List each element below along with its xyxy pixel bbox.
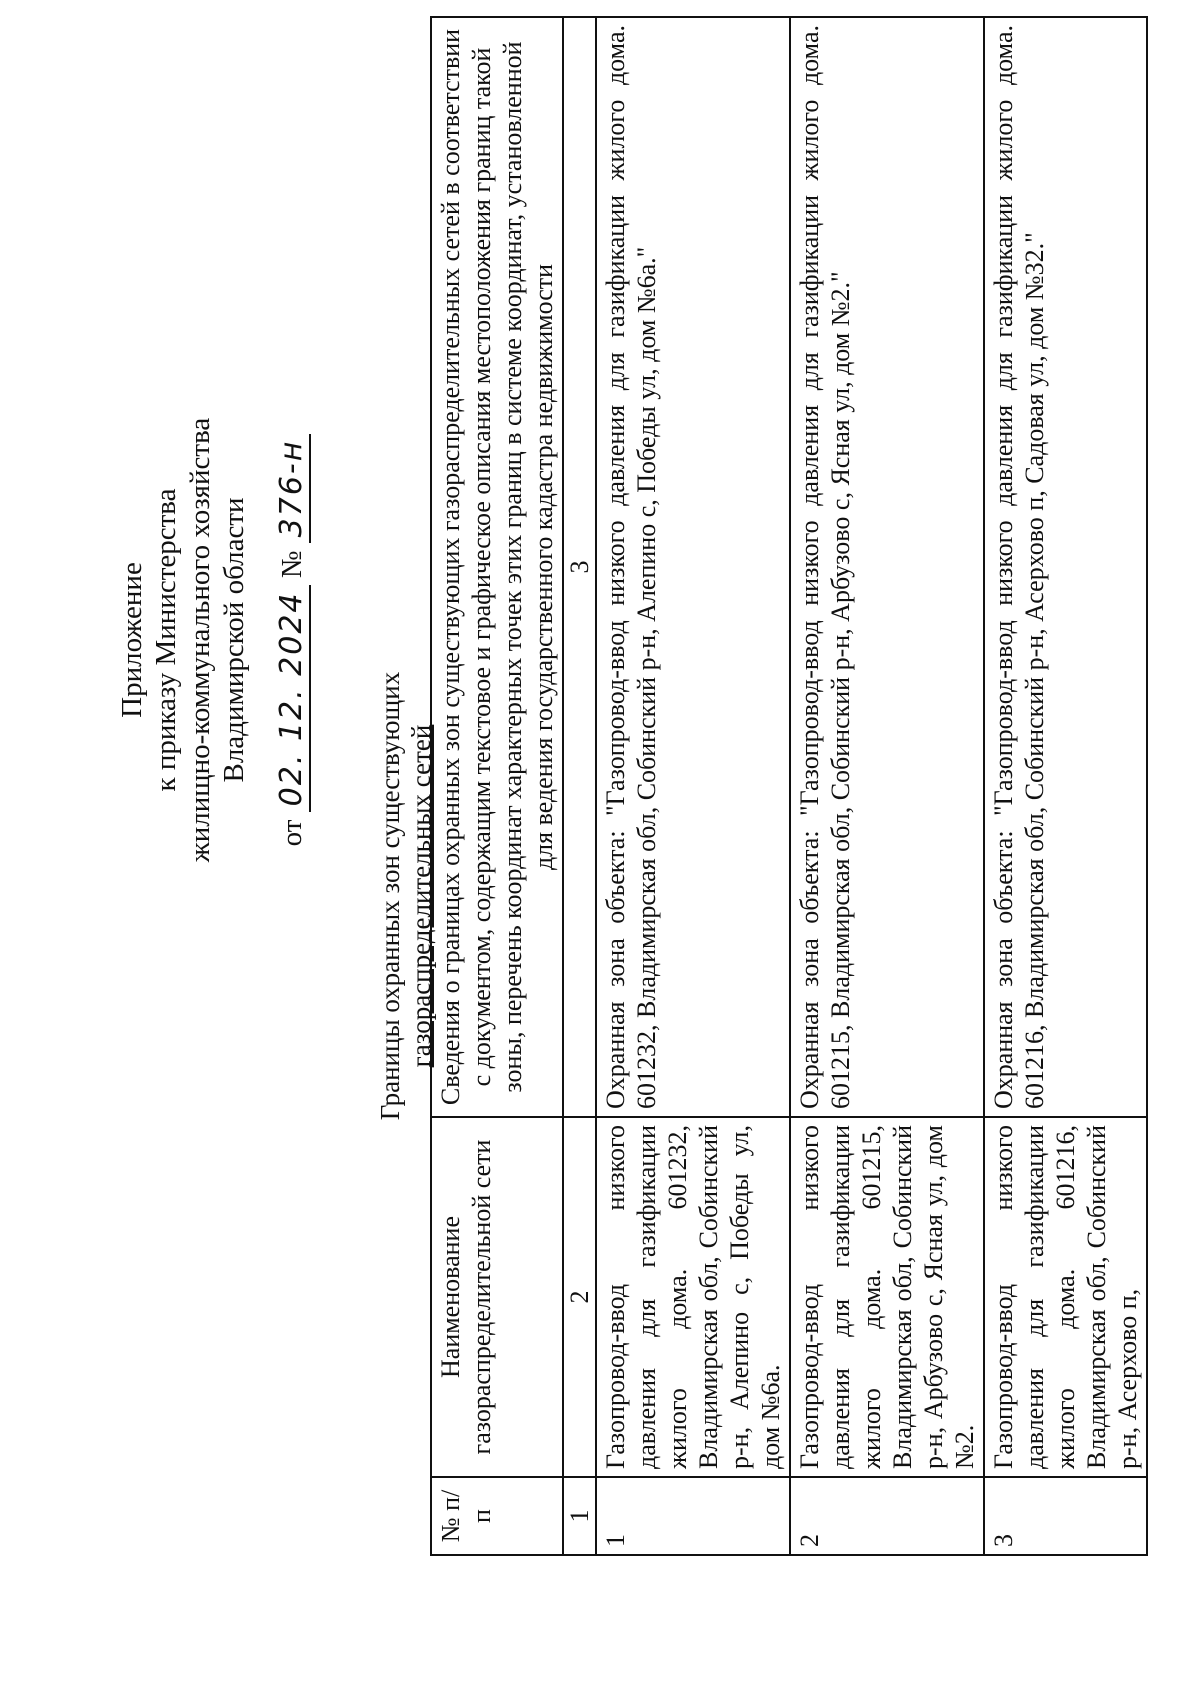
annex-order-ref: к приказу Министерства	[150, 488, 182, 792]
zone-info: Охранная зона объекта: "Газопровод-ввод низкого давления для газификации жилого дома. 601216, Владимирская обл, Собинский р-н, Асерхово п, Садовая ул, дом №32."	[984, 17, 1147, 1117]
network-name: Газопровод-ввод низкого давления для газификации жилого дома. 601215, Владимирская обл, Собинский р-н, Арбузово с, Ясная ул, дом №2.	[790, 1117, 984, 1477]
annex-ministry: жилищно-коммунального хозяйства	[184, 417, 216, 863]
header-number: № п/п	[431, 1477, 563, 1555]
table-row	[984, 17, 1147, 1555]
row-number: 2	[790, 1477, 984, 1555]
column-number-row	[563, 17, 596, 1555]
title-line-2: газораспределительных сетей	[406, 724, 436, 1068]
column-number: 2	[563, 1117, 596, 1477]
network-name: Газопровод-ввод низкого давления для газификации жилого дома. 601232, Владимирская обл, Собинский р-н, Алепино с, Победы ул, дом №6а.	[596, 1117, 790, 1477]
header-zone-info: Сведения о границах охранных зон существующих газораспределительных сетей в соответствии с документом, содержащим текстовое и графическое описания местоположения границ такой зоны, перечень координат характерных точек этих границ в системе координат, установленной для ведения государственного кадастра недвижимости	[431, 17, 563, 1117]
order-number: 376-н	[275, 434, 311, 544]
date-prefix: от	[276, 819, 308, 847]
table-header-row	[431, 17, 563, 1555]
number-prefix: №	[276, 550, 308, 579]
header-network-name: Наименование газораспределительной сети	[431, 1117, 563, 1477]
annex-title: Приложение	[116, 562, 148, 718]
network-name: Газопровод-ввод низкого давления для газификации жилого дома. 601216, Владимирская обл, Собинский р-н, Асерхово п,	[984, 1117, 1147, 1477]
column-number: 3	[563, 17, 596, 1117]
title-line-1: Границы охранных зон существующих	[375, 671, 405, 1121]
table-row	[790, 17, 984, 1555]
zone-info: Охранная зона объекта: "Газопровод-ввод низкого давления для газификации жилого дома. 601215, Владимирская обл, Собинский р-н, Арбузово с, Ясная ул, дом №2."	[790, 17, 984, 1117]
row-number: 1	[596, 1477, 790, 1555]
annex-block	[115, 330, 311, 950]
order-date: 02. 12. 2024	[275, 586, 311, 813]
annex-date-line	[275, 330, 311, 950]
zones-table	[430, 16, 1148, 1556]
zone-info: Охранная зона объекта: "Газопровод-ввод низкого давления для газификации жилого дома. 601232, Владимирская обл, Собинский р-н, Алепино с, Победы ул, дом №6а."	[596, 17, 790, 1117]
table-row	[596, 17, 790, 1555]
column-number: 1	[563, 1477, 596, 1555]
annex-region: Владимирской области	[218, 497, 250, 783]
row-number: 3	[984, 1477, 1147, 1555]
document-title	[375, 486, 437, 1306]
